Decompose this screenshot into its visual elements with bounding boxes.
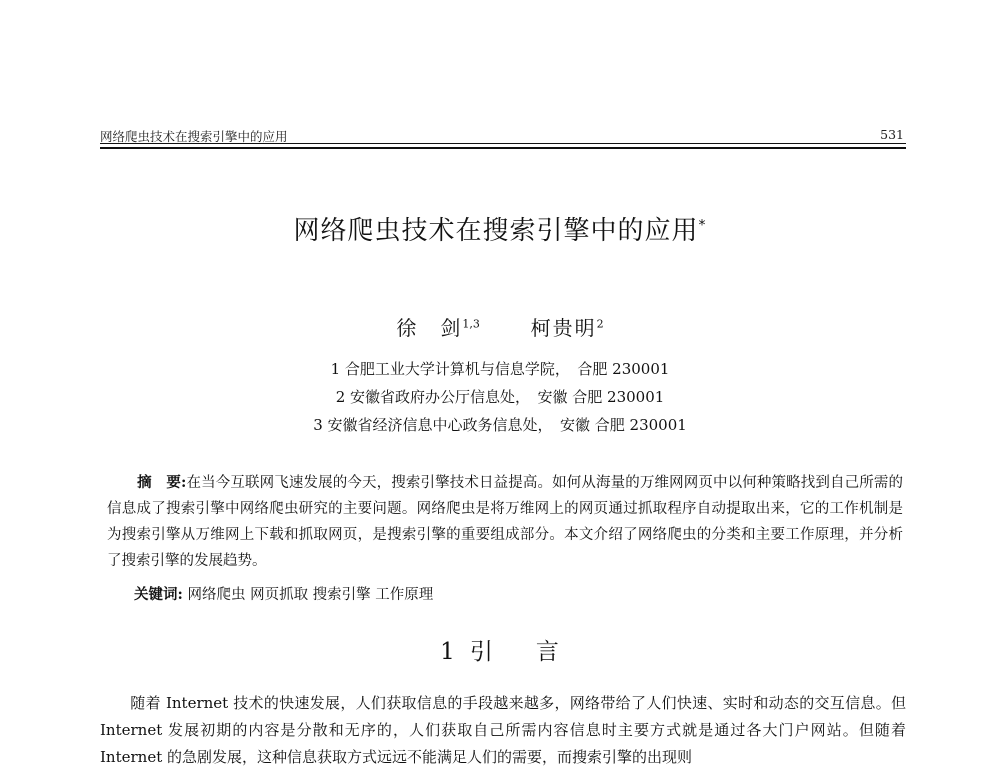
abstract-label: 摘 要: [137, 474, 187, 491]
section-heading [0, 633, 1000, 666]
section-title-part2: 言 [535, 639, 560, 665]
page-number: 531 [880, 127, 904, 142]
running-title: 网络爬虫技术在搜索引擎中的应用 [100, 129, 288, 144]
abstract [107, 470, 903, 574]
title-footnote-mark: * [698, 217, 707, 234]
section-number: 1 [440, 639, 456, 665]
section-title-part1: 引 [469, 639, 494, 665]
affiliation: 1 合肥工业大学计算机与信息学院， 合肥 230001 [330, 360, 670, 378]
body-paragraph-text: 随着 Internet 技术的快速发展，人们获取信息的手段越来越多，网络带给了人们快速、实时和动态的交互信息。但 Internet 发展初期的内容是分散和无序的，人们获取自己所需内容信息时主要方式就是通过各大门户网站。但随着 Internet 的急剧发展，这种信息获取方式远远不能满足人们的需要，而搜索引擎的出现则 [100, 694, 906, 766]
paper-title-text: 网络爬虫技术在搜索引擎中的应用 [293, 216, 699, 246]
author-list [0, 312, 1000, 341]
keywords-label: 关键词: [134, 586, 183, 603]
abstract-text: 在当今互联网飞速发展的今天，搜索引擎技术日益提高。如何从海量的万维网网页中以何种策略找到自己所需的信息成了搜索引擎中网络爬虫研究的主要问题。网络爬虫是将万维网上的网页通过抓取程序自动提取出来，它的工作机制是为搜索引擎从万维网上下载和抓取网页，是搜索引擎的重要组成部分。本文介绍了网络爬虫的分类和主要工作原理，并分析了搜索引擎的发展趋势。 [107, 475, 903, 569]
author-affil-sup: 1,3 [462, 317, 480, 331]
running-header [100, 124, 906, 148]
paper-title [0, 210, 1000, 247]
author-name: 徐 剑 [396, 316, 463, 340]
keywords-text: 网络爬虫 网页抓取 搜索引擎 工作原理 [187, 587, 434, 603]
author-name: 柯贵明 [530, 316, 597, 340]
keywords [134, 583, 433, 604]
affiliation: 2 安徽省政府办公厅信息处， 安徽 合肥 230001 [335, 388, 665, 406]
body-paragraph [100, 690, 906, 771]
affiliation: 3 安徽省经济信息中心政务信息处， 安徽 合肥 230001 [313, 416, 687, 434]
author-affil-sup: 2 [596, 317, 604, 331]
header-rule-thick [100, 147, 906, 149]
header-rule-thin [100, 143, 906, 144]
